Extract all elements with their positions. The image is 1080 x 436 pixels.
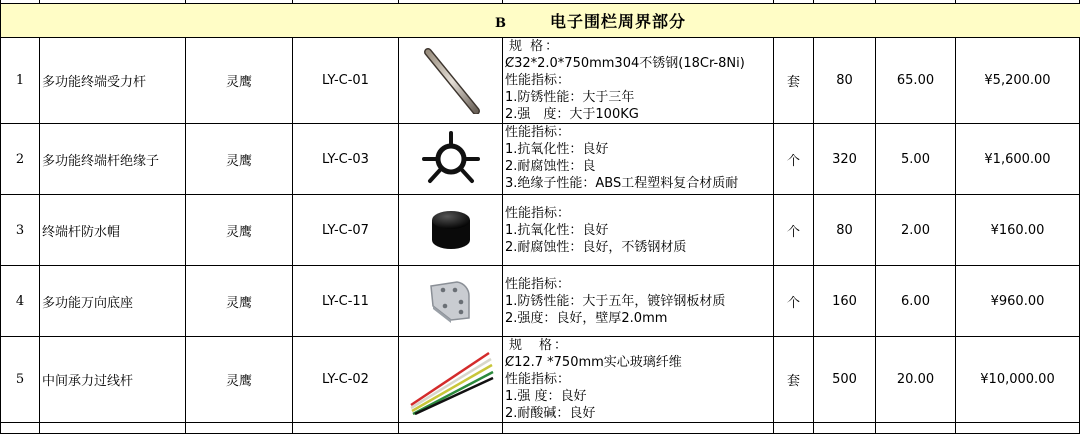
row-index: 2 bbox=[1, 124, 40, 195]
spec-line: 1.抗氧化性：良好 bbox=[505, 142, 609, 157]
item-name: 多功能终端杆绝缘子 bbox=[40, 124, 186, 195]
item-model: LY-C-02 bbox=[293, 337, 399, 423]
table-row bbox=[1, 124, 1080, 195]
item-price: 6.00 bbox=[876, 266, 956, 337]
spec-line: 2.耐酸碱：良好 bbox=[505, 406, 596, 421]
item-spec bbox=[503, 195, 774, 266]
spec-line: 性能指标： bbox=[505, 73, 571, 88]
item-unit: 套 bbox=[774, 38, 814, 124]
spec-line: 性能指标： bbox=[505, 372, 571, 387]
steel-rod-icon bbox=[406, 48, 496, 114]
spec-line: 2.强 度：大于100KG bbox=[505, 107, 639, 122]
spec-line: 性能指标： bbox=[505, 125, 571, 140]
section-header-row bbox=[1, 4, 1080, 38]
row-index: 1 bbox=[1, 38, 40, 124]
item-price: 2.00 bbox=[876, 195, 956, 266]
item-name: 中间承力过线杆 bbox=[40, 337, 186, 423]
item-unit: 套 bbox=[774, 337, 814, 423]
item-price: 20.00 bbox=[876, 337, 956, 423]
item-qty: 80 bbox=[814, 195, 876, 266]
row-index: 5 bbox=[1, 337, 40, 423]
item-image bbox=[399, 124, 503, 195]
insulator-icon bbox=[416, 129, 486, 189]
item-image bbox=[399, 38, 503, 124]
table-row bbox=[1, 195, 1080, 266]
item-brand: 灵鹰 bbox=[186, 124, 293, 195]
spec-line: 3.绝缘子性能：ABS工程塑料复合材质耐 bbox=[505, 176, 739, 191]
item-spec bbox=[503, 337, 774, 423]
spec-line: 1.强 度：良好 bbox=[505, 389, 587, 404]
spec-line: Ȼ32*2.0*750mm304不锈钢(18Cr-8Ni) bbox=[505, 56, 745, 71]
item-unit: 个 bbox=[774, 266, 814, 337]
item-image bbox=[399, 337, 503, 423]
item-image bbox=[399, 266, 503, 337]
base-bracket-icon bbox=[421, 276, 481, 326]
section-title: 电子围栏周界部分 bbox=[549, 12, 686, 31]
item-total: ¥160.00 bbox=[956, 195, 1080, 266]
item-model: LY-C-11 bbox=[293, 266, 399, 337]
item-model: LY-C-03 bbox=[293, 124, 399, 195]
item-name: 多功能万向底座 bbox=[40, 266, 186, 337]
item-price: 5.00 bbox=[876, 124, 956, 195]
item-unit: 个 bbox=[774, 195, 814, 266]
item-name: 终端杆防水帽 bbox=[40, 195, 186, 266]
waterproof-cap-icon bbox=[416, 202, 486, 258]
item-qty: 160 bbox=[814, 266, 876, 337]
spec-line: 2.强度：良好，壁厚2.0mm bbox=[505, 310, 668, 326]
item-spec bbox=[503, 266, 774, 337]
item-name: 多功能终端受力杆 bbox=[40, 38, 186, 124]
item-qty: 500 bbox=[814, 337, 876, 423]
section-code: B bbox=[494, 16, 506, 31]
item-model: LY-C-01 bbox=[293, 38, 399, 124]
table-row bbox=[1, 38, 1080, 124]
item-model: LY-C-07 bbox=[293, 195, 399, 266]
item-brand: 灵鹰 bbox=[186, 38, 293, 124]
spec-line: 规 格： bbox=[509, 338, 570, 353]
item-total: ¥5,200.00 bbox=[956, 38, 1080, 124]
row-index: 3 bbox=[1, 195, 40, 266]
spec-line: 2.耐腐蚀性：良 bbox=[505, 159, 596, 174]
row-index: 4 bbox=[1, 266, 40, 337]
item-brand: 灵鹰 bbox=[186, 266, 293, 337]
item-total: ¥10,000.00 bbox=[956, 337, 1080, 423]
item-unit: 个 bbox=[774, 124, 814, 195]
spec-line: 性能指标： bbox=[505, 205, 571, 221]
spec-line: 1.防锈性能：大于五年，镀锌钢板材质 bbox=[505, 293, 726, 309]
spec-line: 性能指标： bbox=[505, 276, 571, 292]
spec-line: 2.耐腐蚀性：良好，不锈钢材质 bbox=[505, 239, 687, 255]
spec-line: 1.防锈性能：大于三年 bbox=[505, 90, 635, 105]
item-image bbox=[399, 195, 503, 266]
partial-next-row bbox=[1, 423, 1080, 434]
table-row bbox=[1, 337, 1080, 423]
fiberglass-rods-icon bbox=[405, 345, 497, 415]
item-price: 65.00 bbox=[876, 38, 956, 124]
item-brand: 灵鹰 bbox=[186, 337, 293, 423]
item-spec bbox=[503, 38, 774, 124]
item-qty: 80 bbox=[814, 38, 876, 124]
table-row bbox=[1, 266, 1080, 337]
spec-line: 1.抗氧化性：良好 bbox=[505, 222, 609, 238]
item-brand: 灵鹰 bbox=[186, 195, 293, 266]
item-total: ¥960.00 bbox=[956, 266, 1080, 337]
spec-line: Ȼ12.7 *750mm实心玻璃纤维 bbox=[505, 355, 682, 370]
item-spec bbox=[503, 124, 774, 195]
item-total: ¥1,600.00 bbox=[956, 124, 1080, 195]
item-qty: 320 bbox=[814, 124, 876, 195]
spec-line: 规 格： bbox=[509, 39, 561, 54]
